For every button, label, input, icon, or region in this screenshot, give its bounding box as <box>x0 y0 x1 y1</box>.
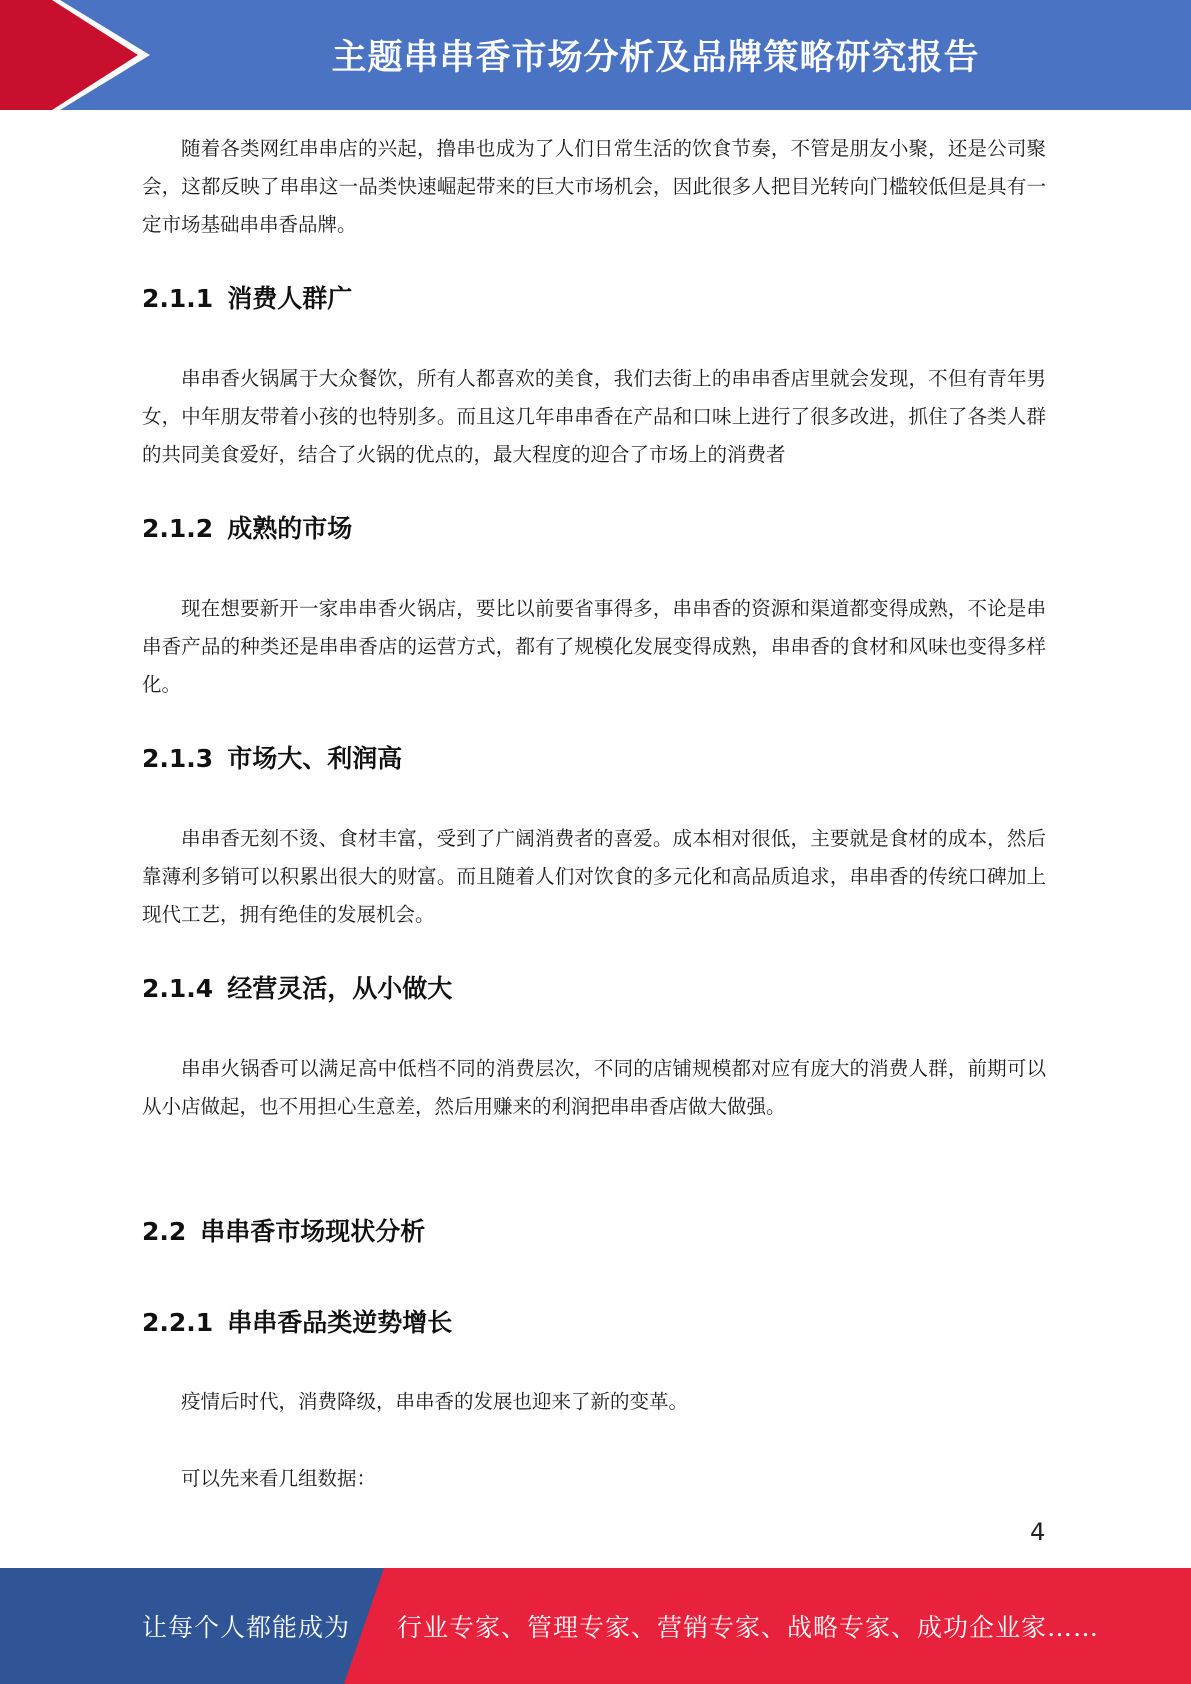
section-paragraph: 可以先来看几组数据： <box>181 1467 377 1490</box>
section-number: 2.2 <box>142 1217 187 1246</box>
section-2-1-2-body <box>142 590 1046 704</box>
section-paragraph: 串串香无刻不烫、食材丰富，受到了广阔消费者的喜爱。成本相对很低，主要就是食材的成本，然后靠薄利多销可以积累出很大的财富。而且随着人们对饮食的多元化和高品质追求，串串香的传统口碑加上现代工艺，拥有绝佳的发展机会。 <box>142 827 1046 926</box>
section-title: 经营灵活，从小做大 <box>227 974 453 1003</box>
section-title: 串串香市场现状分析 <box>200 1217 426 1246</box>
section-paragraph: 现在想要新开一家串串香火锅店，要比以前要省事得多，串串香的资源和渠道都变得成熟，不论是串串香产品的种类还是串串香店的运营方式，都有了规模化发展变得成熟，串串香的食材和风味也变得多样化。 <box>142 597 1046 696</box>
section-2-1-3 <box>142 740 1046 778</box>
section-number: 2.1.3 <box>142 744 214 773</box>
section-heading <box>142 1213 1046 1251</box>
intro-block <box>142 130 1046 244</box>
section-number: 2.2.1 <box>142 1308 214 1337</box>
section-paragraph: 串串香火锅属于大众餐饮，所有人都喜欢的美食，我们去街上的串串香店里就会发现，不但有青年男女，中年朋友带着小孩的也特别多。而且这几年串串香在产品和口味上进行了很多改进，抓住了各类人群的共同美食爱好，结合了火锅的优点的，最大程度的迎合了市场上的消费者 <box>142 367 1046 466</box>
section-paragraph: 疫情后时代，消费降级，串串香的发展也迎来了新的变革。 <box>181 1390 689 1413</box>
footer-slogan-left: 让每个人都能成为 <box>142 1613 351 1642</box>
section-paragraph: 串串火锅香可以满足高中低档不同的消费层次，不同的店铺规模都对应有庞大的消费人群，前期可以从小店做起，也不用担心生意差，然后用赚来的利润把串串香店做大做强。 <box>142 1057 1046 1118</box>
section-title: 串串香品类逆势增长 <box>227 1308 453 1337</box>
header-banner <box>0 0 1191 110</box>
footer-banner <box>0 1568 1191 1684</box>
section-number: 2.1.1 <box>142 284 214 313</box>
footer-slogan-right: 行业专家、管理专家、营销专家、战略专家、成功企业家…… <box>397 1613 1100 1642</box>
section-title: 成熟的市场 <box>227 514 353 543</box>
section-heading <box>142 280 1046 318</box>
section-title: 市场大、利润高 <box>227 744 403 773</box>
section-2-1-4-body <box>142 1050 1046 1126</box>
section-2-1-3-body <box>142 820 1046 934</box>
intro-paragraph: 随着各类网红串串店的兴起，撸串也成为了人们日常生活的饮食节奏，不管是朋友小聚，还是公司聚会，这都反映了串串这一品类快速崛起带来的巨大市场机会，因此很多人把目光转向门槛较低但是具有一定市场基础串串香品牌。 <box>142 137 1046 236</box>
section-heading <box>142 1304 1046 1342</box>
section-2-2-1 <box>142 1304 1046 1342</box>
section-number: 2.1.4 <box>142 974 214 1003</box>
section-2-1-4 <box>142 970 1046 1008</box>
section-2-2-1-para-2 <box>142 1460 1046 1498</box>
section-2-1-1 <box>142 280 1046 318</box>
section-number: 2.1.2 <box>142 514 214 543</box>
section-heading <box>142 740 1046 778</box>
page-number: 4 <box>1030 1518 1046 1546</box>
section-2-2-1-para-1 <box>142 1383 1046 1421</box>
section-heading <box>142 970 1046 1008</box>
chevron-arrow-icon <box>0 0 160 110</box>
section-2-1-1-body <box>142 360 1046 474</box>
section-2-2 <box>142 1213 1046 1251</box>
section-2-1-2 <box>142 510 1046 548</box>
section-heading <box>142 510 1046 548</box>
report-title: 主题串串香市场分析及品牌策略研究报告 <box>331 38 980 78</box>
section-title: 消费人群广 <box>227 284 353 313</box>
